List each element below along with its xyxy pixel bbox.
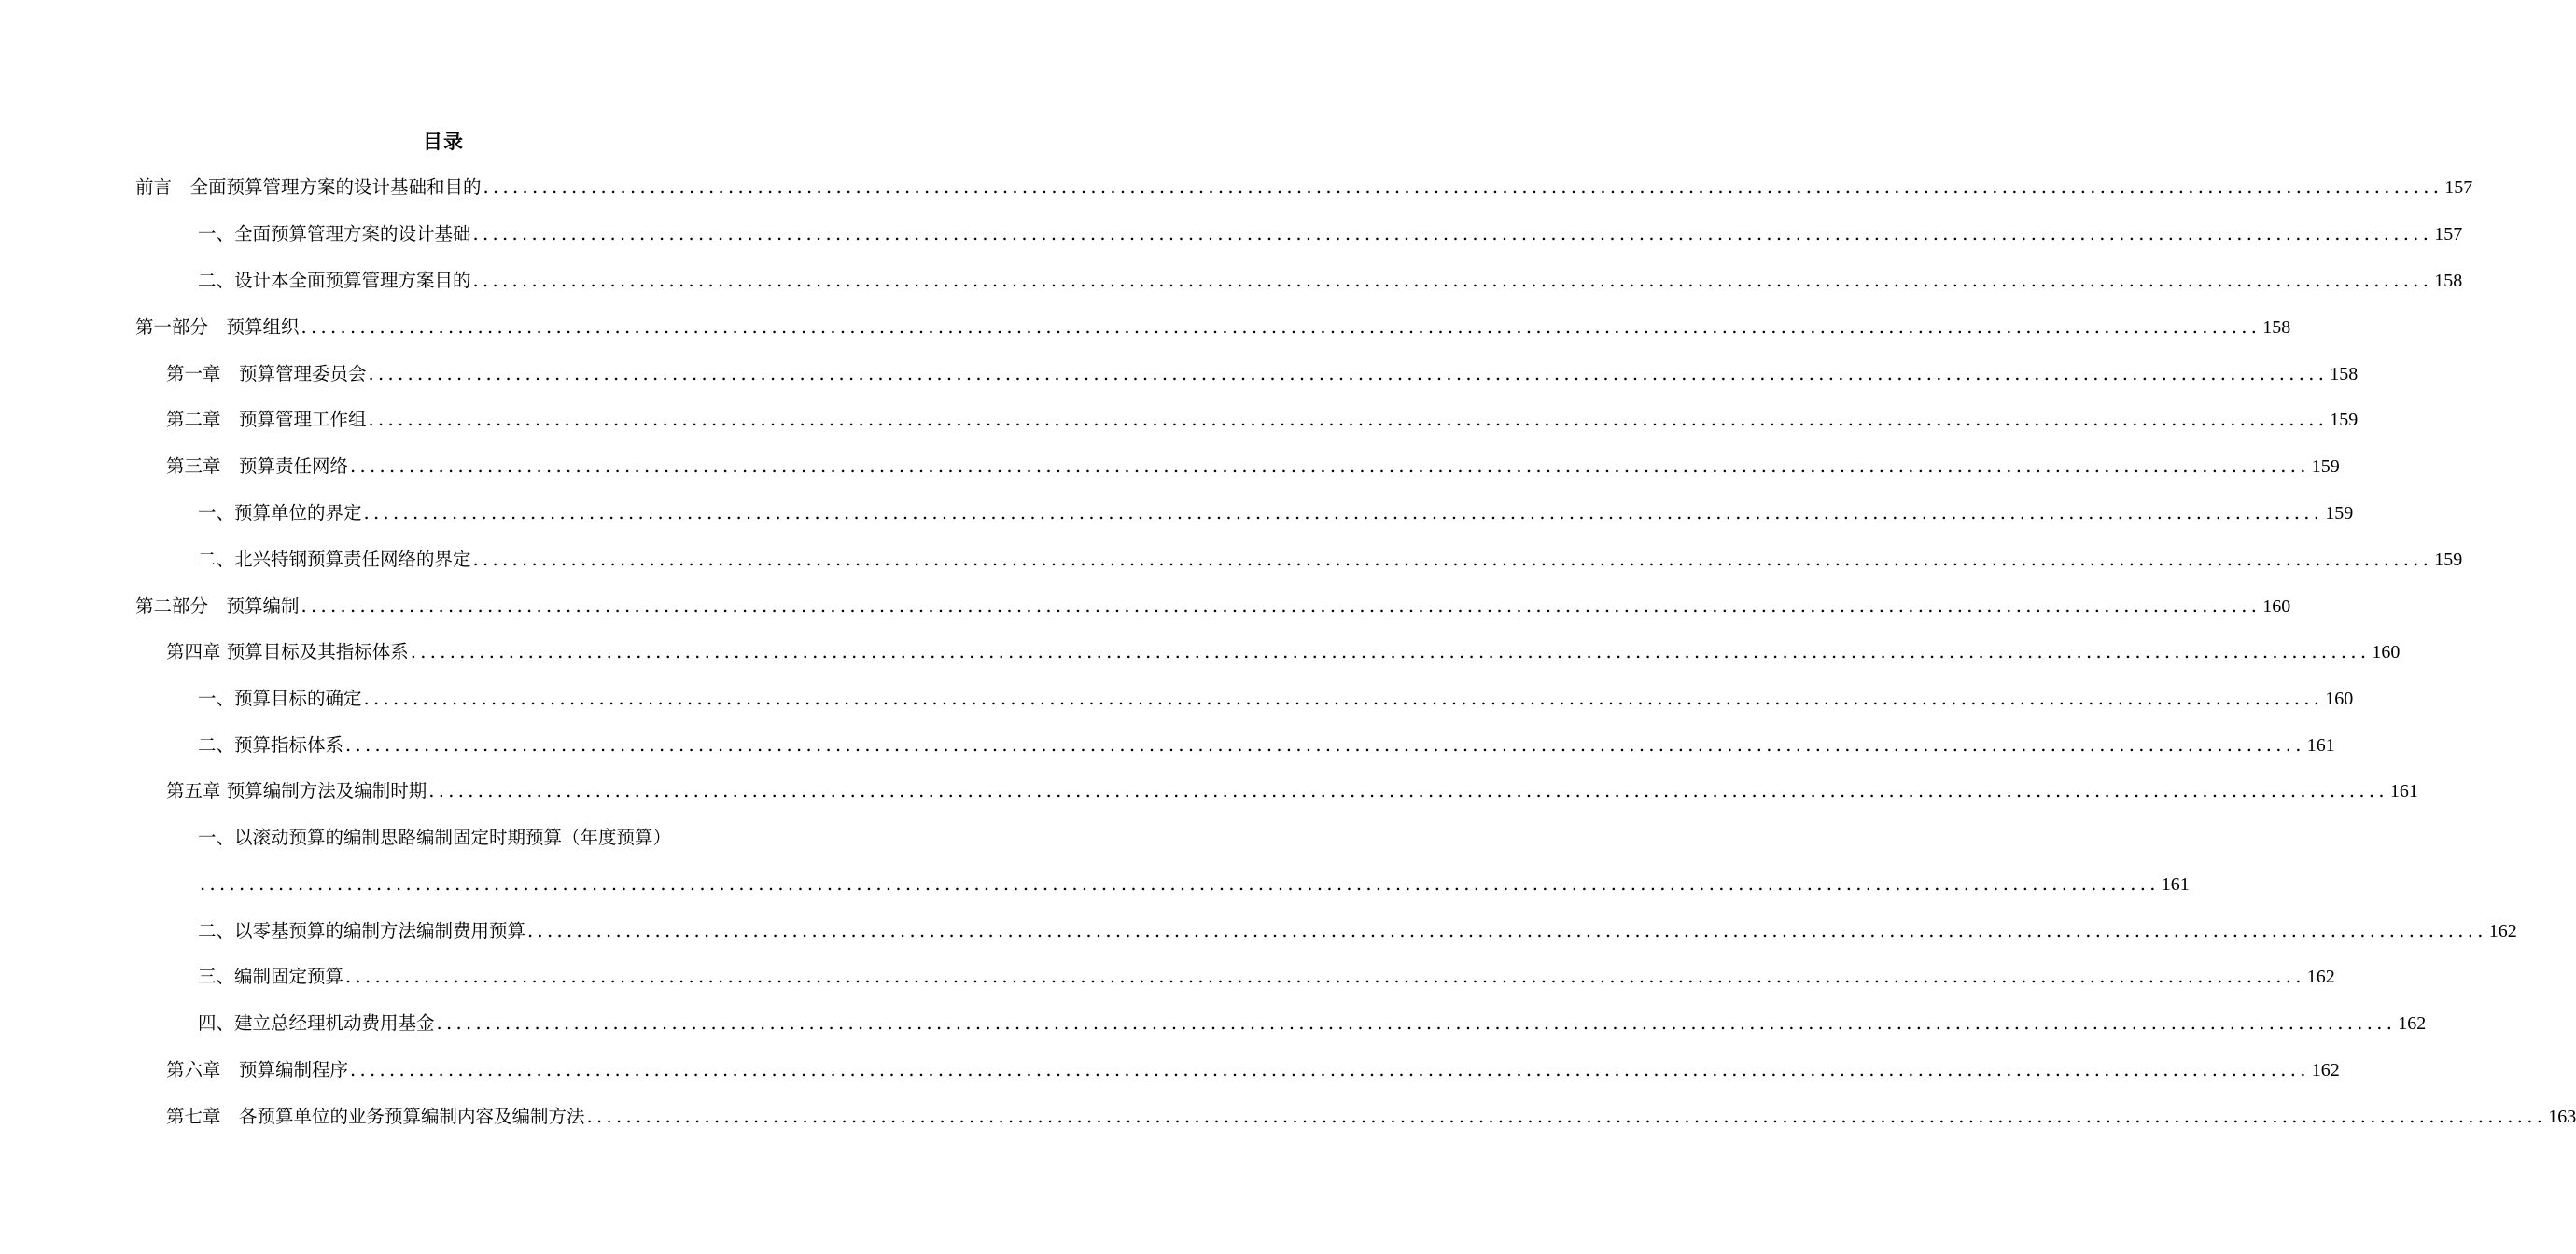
- toc-page-number: 162: [2398, 1013, 2427, 1034]
- toc-entry[interactable]: [135, 314, 2291, 341]
- toc-leader-dots: ........................................................................................................................................................................................................: [301, 316, 2261, 338]
- toc-entry[interactable]: [198, 824, 751, 852]
- toc-entry[interactable]: [166, 777, 2418, 805]
- toc-page-number: 158: [2330, 364, 2359, 384]
- toc-entry[interactable]: [166, 1103, 2576, 1131]
- toc-leader-dots: ........................................................................................................................................................................................................: [363, 502, 2324, 523]
- toc-entry[interactable]: [198, 546, 2463, 574]
- toc-page-number: 159: [2434, 550, 2463, 570]
- toc-page-number: 162: [2488, 921, 2517, 941]
- toc-entry[interactable]: [135, 174, 2473, 202]
- toc-page-number: 159: [2311, 456, 2340, 477]
- toc-page-number: 160: [2372, 642, 2401, 662]
- toc-leader-dots: ........................................................................................................................................................................................................: [436, 1012, 2397, 1034]
- toc-entry-text: 三、编制固定预算: [198, 966, 344, 987]
- toc-entry[interactable]: [198, 732, 2335, 759]
- toc-leader-dots: ........................................................................................................................................................................................................: [200, 873, 2160, 895]
- toc-entry[interactable]: [166, 1056, 2340, 1084]
- toc-page-number: 160: [2262, 596, 2291, 617]
- toc-leader-dots: ........................................................................................................................................................................................................: [472, 223, 2433, 244]
- toc-page-number: 161: [2161, 874, 2190, 895]
- toc-entry-text: 第四章 预算目标及其指标体系: [166, 641, 409, 662]
- toc-page-number: 161: [2306, 735, 2335, 756]
- toc-page-number: 162: [2311, 1060, 2340, 1080]
- toc-leader-dots: ........................................................................................................................................................................................................: [301, 595, 2261, 617]
- toc-entry-text: 第二部分 预算编制: [135, 595, 300, 617]
- toc-entry-text: 二、预算指标体系: [198, 734, 344, 756]
- toc-page-number: 159: [2325, 503, 2354, 523]
- toc-entry[interactable]: [198, 1010, 2427, 1038]
- toc-entry[interactable]: [166, 406, 2359, 434]
- toc-entry-text: 一、预算单位的界定: [198, 502, 362, 523]
- toc-page-number: 158: [2434, 271, 2463, 291]
- toc-entry-text: 二、设计本全面预算管理方案目的: [198, 270, 471, 291]
- toc-entry[interactable]: [166, 360, 2359, 388]
- toc-entry-text: 第一部分 预算组织: [135, 316, 300, 338]
- toc-entry-text: 一、以滚动预算的编制思路编制固定时期预算（年度预算）: [198, 827, 672, 848]
- toc-leader-dots: ........................................................................................................................................................................................................: [345, 966, 2305, 987]
- toc-entry-continuation[interactable]: [198, 871, 2190, 899]
- toc-entry-text: 第一章 预算管理委员会: [166, 363, 367, 384]
- toc-entry-text: 第二章 预算管理工作组: [166, 409, 367, 430]
- toc-entry-text: 一、预算目标的确定: [198, 688, 362, 709]
- toc-leader-dots: ........................................................................................................................................................................................................: [350, 1059, 2310, 1080]
- toc-page-number: 157: [2434, 224, 2463, 244]
- toc-leader-dots: ........................................................................................................................................................................................................: [368, 363, 2329, 384]
- toc-leader-dots: ........................................................................................................................................................................................................: [368, 409, 2329, 430]
- toc-leader-dots: ........................................................................................................................................................................................................: [345, 734, 2305, 756]
- toc-leader-dots: ........................................................................................................................................................................................................: [472, 549, 2433, 570]
- toc-page-number: 159: [2330, 410, 2359, 430]
- toc-entry-text: 前言 全面预算管理方案的设计基础和目的: [135, 176, 482, 198]
- toc-entry-text: 二、以零基预算的编制方法编制费用预算: [198, 920, 526, 941]
- toc-page-number: 162: [2306, 967, 2335, 987]
- toc-entry[interactable]: [166, 453, 2340, 481]
- toc-page-number: 161: [2389, 781, 2418, 801]
- toc-entry-text: 一、全面预算管理方案的设计基础: [198, 223, 471, 244]
- toc-entry-text: 第三章 预算责任网络: [166, 455, 349, 477]
- toc-entry[interactable]: [135, 592, 2291, 620]
- toc-leader-dots: ........................................................................................................................................................................................................: [586, 1106, 2547, 1127]
- toc-entry[interactable]: [198, 963, 2335, 991]
- toc-leader-dots: ........................................................................................................................................................................................................: [483, 176, 2443, 198]
- toc-entry[interactable]: [166, 638, 2401, 666]
- toc-page-number: 158: [2262, 317, 2291, 338]
- toc-leader-dots: ........................................................................................................................................................................................................: [527, 920, 2487, 941]
- toc-entry[interactable]: [198, 917, 2517, 945]
- toc-entry-text: 第七章 各预算单位的业务预算编制内容及编制方法: [166, 1106, 585, 1127]
- toc-leader-dots: ........................................................................................................................................................................................................: [472, 270, 2433, 291]
- toc-entry[interactable]: [198, 499, 2354, 527]
- toc-leader-dots: ........................................................................................................................................................................................................: [363, 688, 2324, 709]
- toc-leader-dots: ........................................................................................................................................................................................................: [428, 780, 2388, 801]
- toc-page-number: 163: [2548, 1107, 2576, 1127]
- toc-entry-text: 二、北兴特钢预算责任网络的界定: [198, 549, 471, 570]
- toc-leader-dots: ........................................................................................................................................................................................................: [410, 641, 2371, 662]
- toc-entry[interactable]: [198, 267, 2463, 295]
- toc-entry-text: 第六章 预算编制程序: [166, 1059, 349, 1080]
- toc-entry[interactable]: [198, 685, 2354, 713]
- toc-page-number: 160: [2325, 689, 2354, 709]
- toc-leader-dots: ........................................................................................................................................................................................................: [350, 455, 2310, 477]
- toc-entry-text: 四、建立总经理机动费用基金: [198, 1012, 435, 1034]
- toc-entry-text: 第五章 预算编制方法及编制时期: [166, 780, 427, 801]
- toc-entry[interactable]: [198, 220, 2463, 248]
- toc-title: 目录: [423, 131, 464, 153]
- toc-page-number: 157: [2444, 177, 2473, 198]
